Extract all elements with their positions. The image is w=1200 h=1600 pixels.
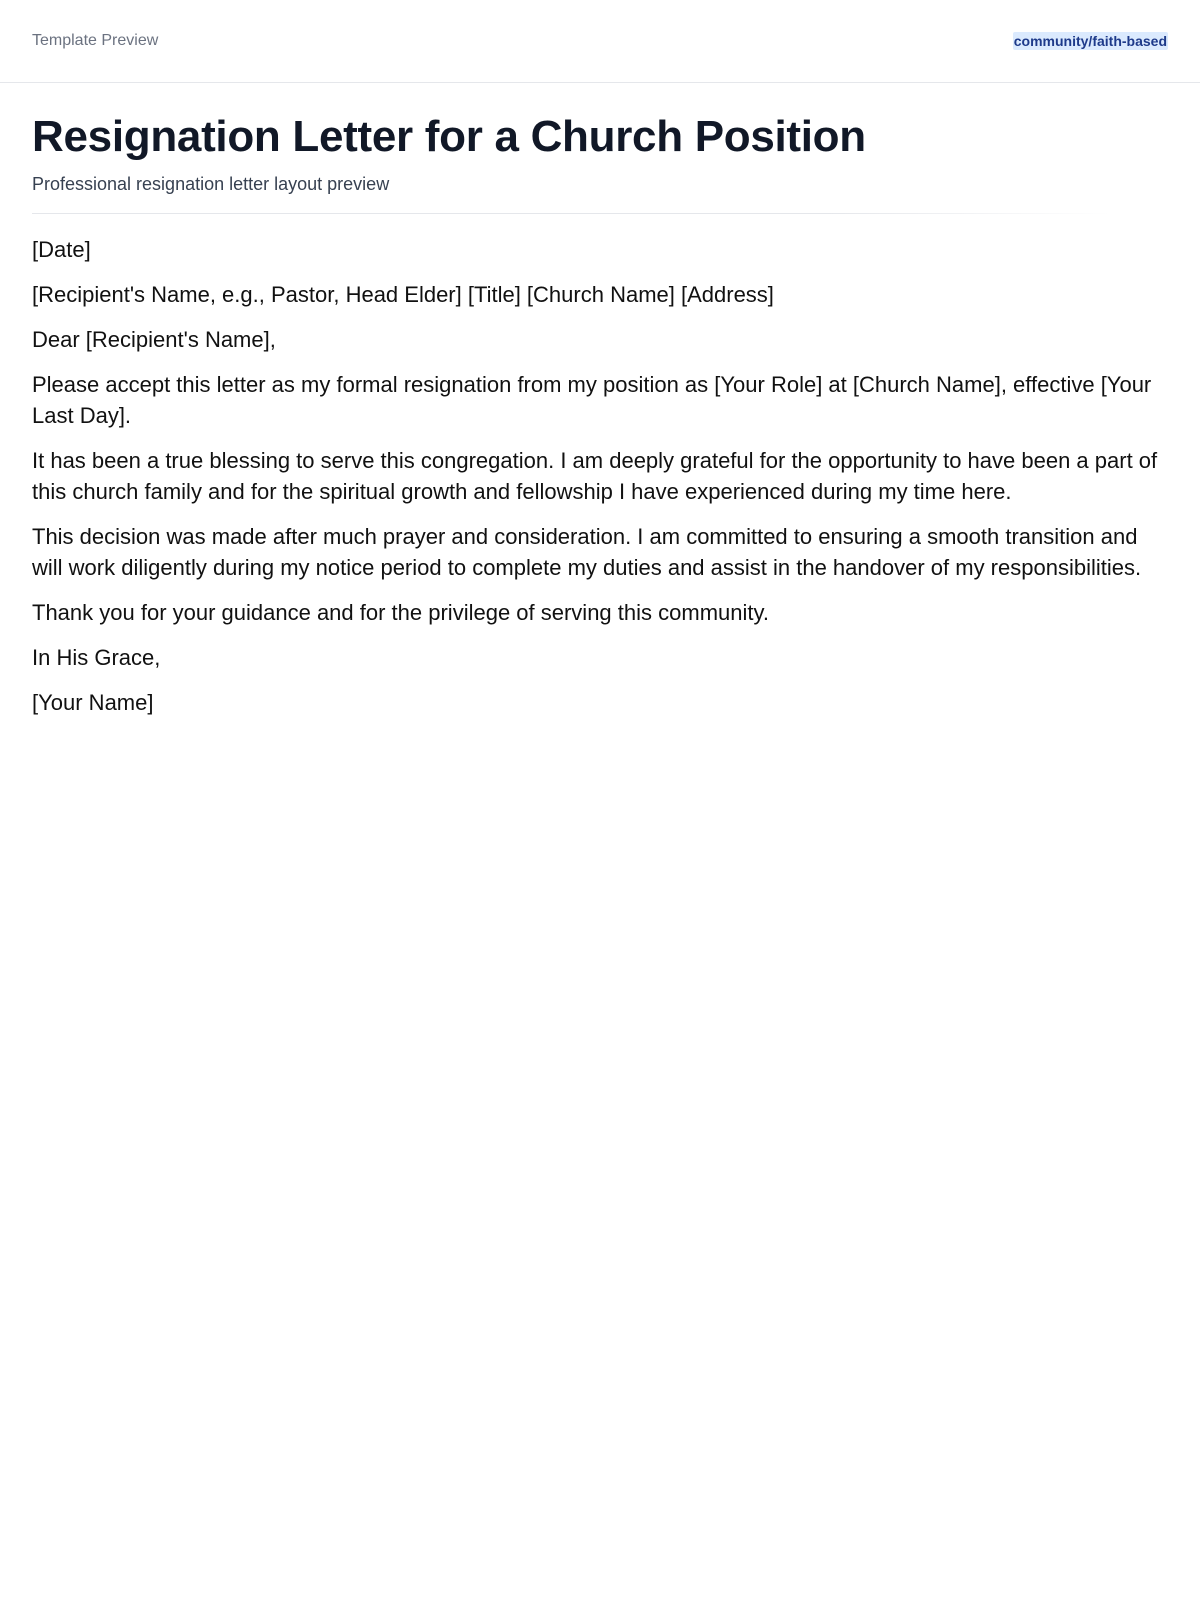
letter-date: [Date] <box>32 236 91 262</box>
divider <box>32 213 1168 214</box>
letter-paragraph: Please accept this letter as my formal resignation from my position as [Your Role] at [Church Name], effective [Your Last Day]. <box>32 371 1152 428</box>
letter-recipient: [Recipient's Name, e.g., Pastor, Head Elder] [Title] [Church Name] [Address] <box>32 281 774 307</box>
page-title: Resignation Letter for a Church Position <box>32 112 866 161</box>
letter-salutation: Dear [Recipient's Name], <box>32 326 276 352</box>
template-preview-label: Template Preview <box>32 32 159 49</box>
page-subtitle: Professional resignation letter layout preview <box>32 173 390 194</box>
letter-signature: [Your Name] <box>32 689 154 715</box>
letter-closing: In His Grace, <box>32 644 161 670</box>
document-preview <box>0 83 1200 718</box>
category-badge[interactable]: community/faith-based <box>1013 33 1167 49</box>
top-bar <box>0 0 1200 83</box>
letter-paragraph: Thank you for your guidance and for the privilege of serving this community. <box>32 599 769 625</box>
letter-body <box>32 234 1168 718</box>
letter-paragraph: It has been a true blessing to serve this congregation. I am deeply grateful for the opportunity to have been a part of this church family and for the spiritual growth and fellowship I have experienced during my time here. <box>32 447 1158 504</box>
letter-paragraph: This decision was made after much prayer and consideration. I am committed to ensuring a smooth transition and will work diligently during my notice period to complete my duties and assist in the handover of my responsibilities. <box>32 523 1142 580</box>
